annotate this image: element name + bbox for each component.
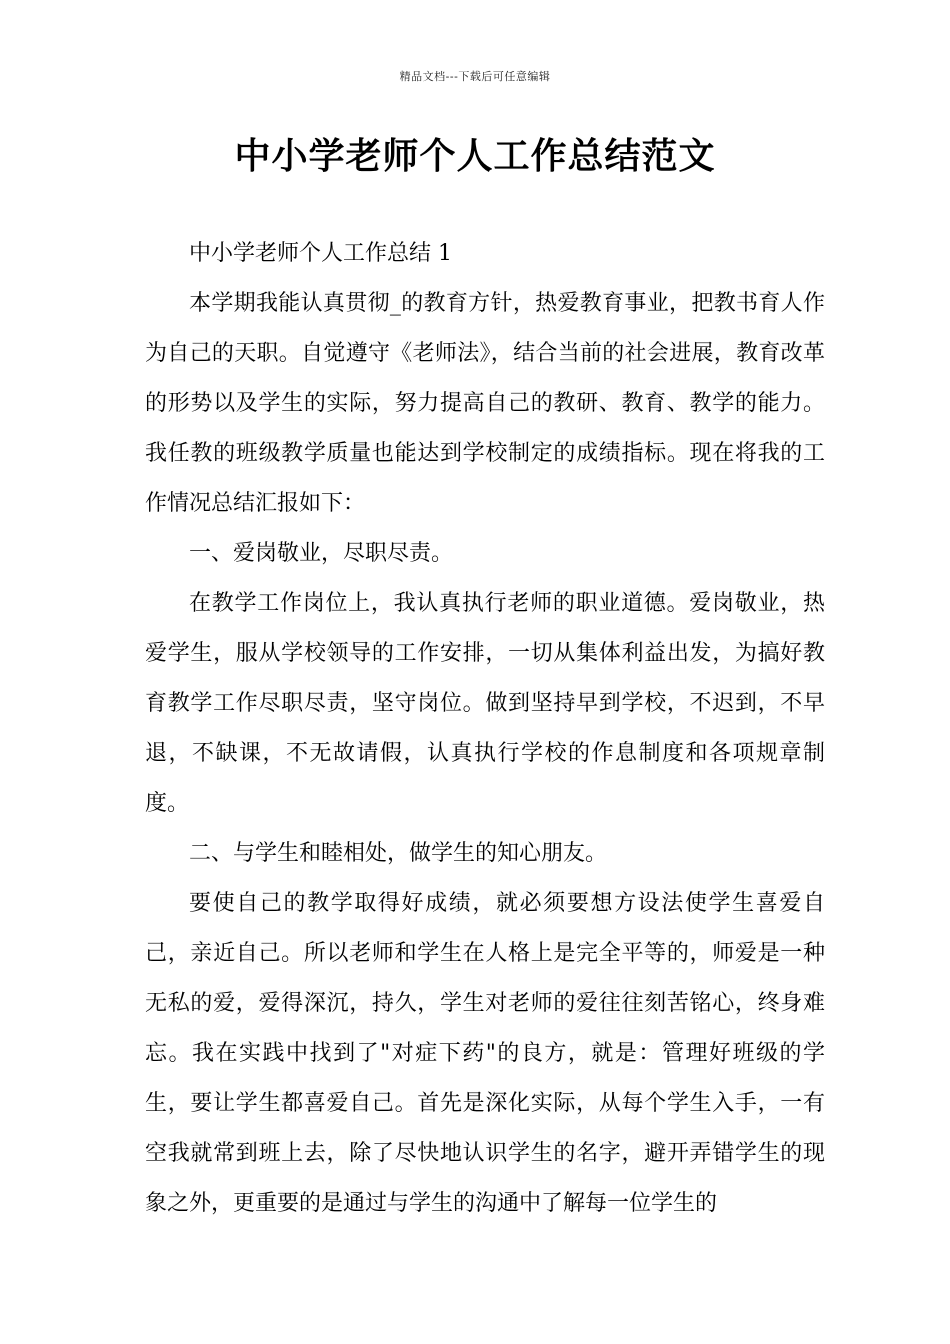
document-body: [145, 229, 825, 1229]
section-heading-2: 二、与学生和睦相处，做学生的知心朋友。: [189, 841, 608, 866]
section-heading-1: 一、爱岗敬业，尽职尽责。: [189, 541, 454, 566]
paragraph-section-2: 要使自己的教学取得好成绩，就必须要想方设法使学生喜爱自己，亲近自己。所以老师和学生在人格上是完全平等的，师爱是一种无私的爱，爱得深沉，持久，学生对老师的爱往往刻苦铭心，终身难忘。我在实践中找到了"对症下药"的良方，就是：管理好班级的学生，要让学生都喜爱自己。首先是深化实际，从每个学生入手，一有空我就常到班上去，除了尽快地认识学生的名字，避开弄错学生的现象之外，更重要的是通过与学生的沟通中了解每一位学生的: [145, 891, 825, 1216]
document-title: 中小学老师个人工作总结范文: [234, 135, 716, 177]
paragraph-intro: 本学期我能认真贯彻_的教育方针，热爱教育事业，把教书育人作为自己的天职。自觉遵守《老师法》，结合当前的社会进展，教育改革的形势以及学生的实际，努力提高自己的教研、教育、教学的能力。我任教的班级教学质量也能达到学校制定的成绩指标。现在将我的工作情况总结汇报如下：: [145, 291, 825, 516]
section-subtitle: 中小学老师个人工作总结 1: [189, 241, 452, 266]
header-note: 精品文档---下载后可任意编辑: [399, 70, 551, 83]
paragraph-section-1: 在教学工作岗位上，我认真执行老师的职业道德。爱岗敬业，热爱学生，服从学校领导的工作安排，一切从集体利益出发，为搞好教育教学工作尽职尽责，坚守岗位。做到坚持早到学校，不迟到，不早退，不缺课，不无故请假，认真执行学校的作息制度和各项规章制度。: [145, 591, 825, 816]
